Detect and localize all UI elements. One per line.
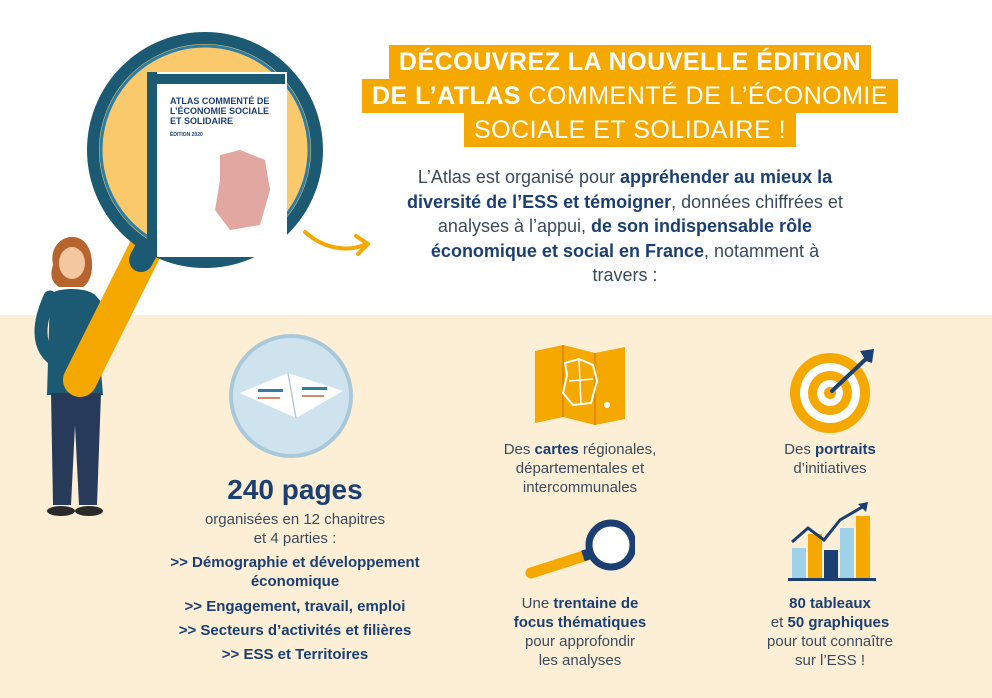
headline-line-3: SOCIALE ET SOLIDAIRE !: [464, 113, 796, 147]
pages-description: organisées en 12 chapitres et 4 parties :: [204, 511, 386, 547]
bar-chart-icon: [788, 502, 878, 582]
headline-line-1: DÉCOUVREZ LA NOUVELLE ÉDITION: [389, 45, 871, 79]
part-3: >> Secteurs d’activités et filières: [178, 622, 412, 639]
focus-feature-text: Une trentaine de focus thématiques pour approfondir les analyses: [513, 595, 647, 669]
part-1-continued: économique: [250, 573, 340, 590]
part-2: >> Engagement, travail, emploi: [184, 598, 406, 615]
part-1: >> Démographie et développement: [170, 554, 420, 571]
headline-line-2: DE L’ATLAS COMMENTÉ DE L’ÉCONOMIE: [362, 79, 898, 113]
part-4: >> ESS et Territoires: [221, 646, 369, 663]
brochure-image: [228, 333, 354, 459]
folded-map-icon: [535, 345, 625, 425]
book-edition: ÉDITION 2020: [170, 132, 203, 138]
headline: [300, 45, 960, 147]
pages-count: 240 pages: [227, 474, 363, 505]
target-icon: [788, 345, 883, 435]
book-title: ATLAS COMMENTÉ DE L’ÉCONOMIE SOCIALE ET SOLIDAIRE: [170, 96, 270, 126]
intro-paragraph: L’Atlas est organisé pour appréhender au mieux la diversité de l’ESS et témoigner, données chiffrées et analyses à l’appui, de son indispensable rôle économique et social en France, notamment à travers :: [407, 167, 843, 285]
magnifier-icon: [525, 515, 635, 585]
tables-feature-text: 80 tableaux et 50 graphiques pour tout connaître sur l’ESS !: [767, 595, 893, 669]
maps-feature-text: Des cartes régionales, départementales et intercommunales: [503, 441, 657, 496]
portraits-feature-text: Des portraits d’initiatives: [784, 441, 876, 477]
book-cover-text: [170, 96, 280, 140]
